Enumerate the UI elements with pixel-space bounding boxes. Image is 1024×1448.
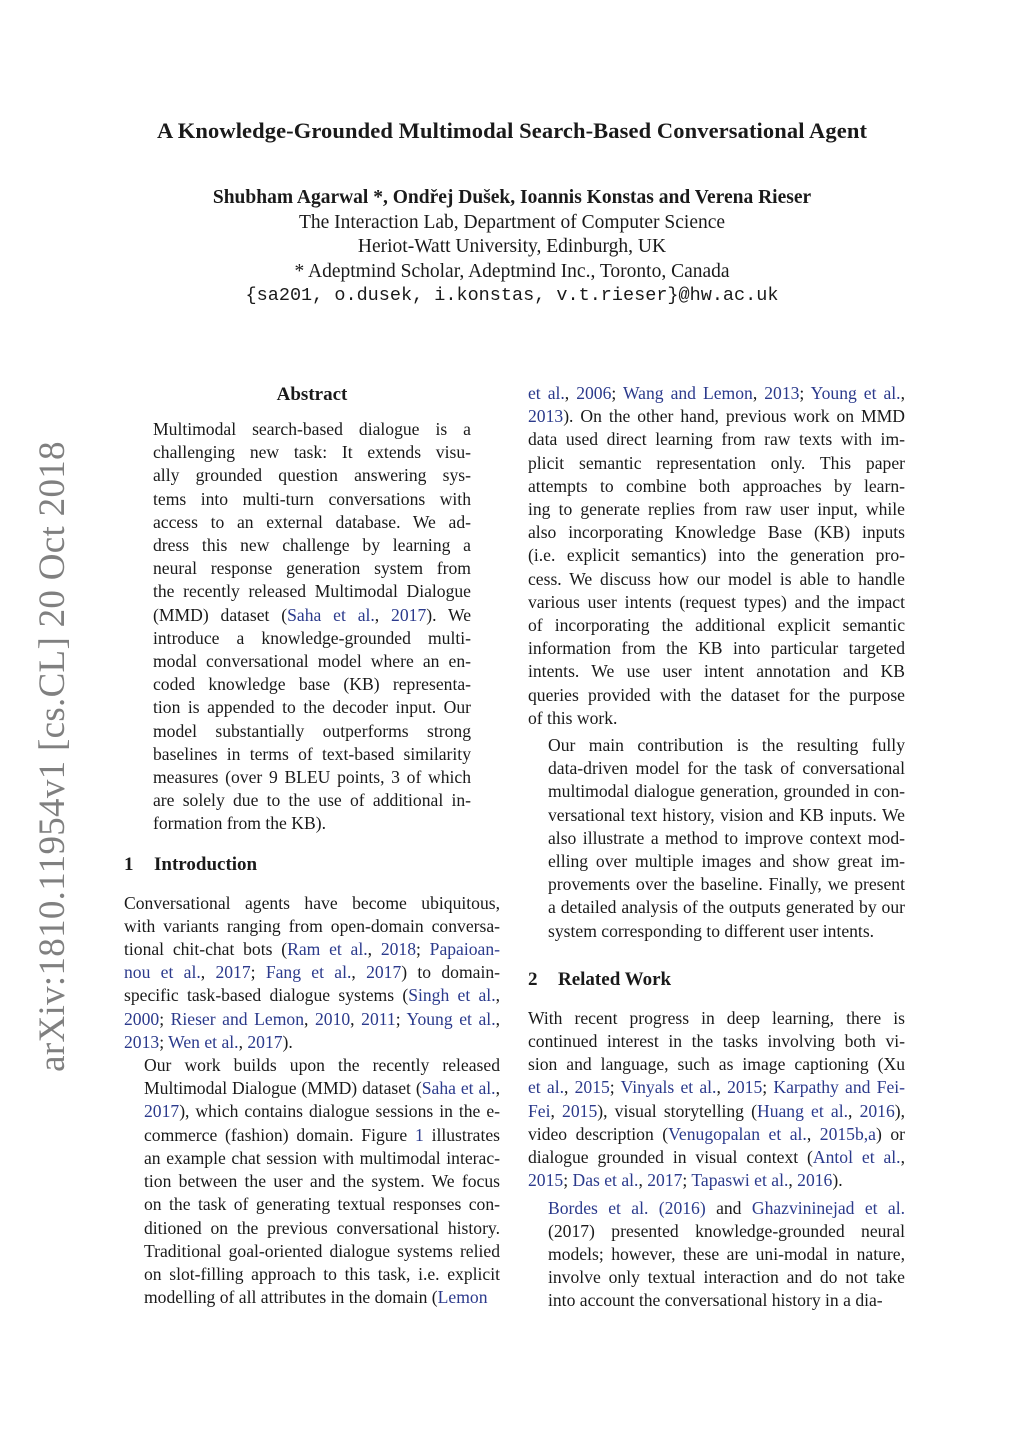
text-line: intents. We use user intent annotation and KB — [528, 661, 905, 682]
citation-link[interactable]: Huang et al. — [756, 1100, 848, 1121]
citation-link[interactable]: Vinyals et al. — [620, 1077, 717, 1098]
text-line: Our main contribution is the resulting fully — [548, 735, 905, 756]
text-line: the recently released Multimodal Dialogue — [153, 581, 471, 602]
citation-link[interactable]: Papaioan- — [429, 939, 501, 960]
text-line: Conversational agents have become ubiquitous, — [124, 892, 500, 913]
text-line: Multimodal Dialogue (MMD) dataset (Saha et al., — [144, 1078, 500, 1099]
text-line: Bordes et al. (2016) and Ghazvininejad et al. — [548, 1197, 906, 1218]
citation-link[interactable]: 2006 — [576, 383, 612, 403]
text-line: with variants ranging from open-domain conversa- — [124, 915, 500, 936]
citation-link[interactable]: 2013 — [528, 406, 564, 427]
text-line: ditioned on the previous conversational history. — [144, 1217, 500, 1238]
related-paragraph-1 — [528, 1007, 905, 1193]
text-line: system corresponding to different user intents. — [548, 920, 875, 941]
section-2-title: Related Work — [558, 968, 672, 990]
text-line: of this work. — [528, 707, 618, 728]
text-line: attempts to combine both approaches by learn- — [528, 475, 905, 496]
text-line: tion is appended to the decoder input. Our — [153, 697, 471, 718]
citation-link[interactable]: Antol et al. — [812, 1147, 901, 1168]
text-line: multimodal dialogue generation, grounded in con- — [548, 781, 905, 802]
text-line: versational text history, vision and KB inputs. We — [548, 804, 905, 825]
citation-link[interactable]: 1 — [415, 1124, 424, 1145]
related-paragraph-2 — [528, 1197, 905, 1313]
citation-link[interactable]: Singh et al. — [408, 985, 496, 1006]
text-line: queries provided with the dataset for the purpose — [528, 684, 905, 705]
text-line: measures (over 9 BLEU points, 3 of which — [153, 767, 471, 788]
text-line: models; however, these are uni-modal in nature, — [548, 1243, 905, 1264]
citation-link[interactable]: Rieser and Lemon — [170, 1008, 304, 1029]
text-line: (i.e. explicit semantics) into the generation pro- — [528, 545, 905, 566]
citation-link[interactable]: 2015 — [528, 1170, 564, 1191]
text-line: Our work builds upon the recently released — [144, 1055, 500, 1076]
text-line: 2000; Rieser and Lemon, 2010, 2011; Young et al., — [124, 1008, 500, 1029]
intro-paragraph-3 — [528, 382, 905, 730]
citation-link[interactable]: Young et al. — [406, 1008, 496, 1029]
text-line: introduce a knowledge-grounded multi- — [153, 627, 471, 648]
text-line: 2013; Wen et al., 2017). — [124, 1031, 293, 1052]
citation-link[interactable]: nou et al. — [124, 962, 201, 983]
citation-link[interactable]: 2017 — [247, 1031, 283, 1052]
citation-link[interactable]: 2017 — [647, 1170, 683, 1191]
text-line: a detailed analysis of the outputs generated by our — [548, 897, 905, 918]
text-line: dress this new challenge by learning a — [153, 535, 471, 556]
citation-link[interactable]: (2016) — [658, 1197, 706, 1218]
paper-title: A Knowledge-Grounded Multimodal Search-Based Conversational Agent — [156, 118, 868, 143]
affiliation-3: * Adeptmind Scholar, Adeptmind Inc., Toronto, Canada — [294, 260, 730, 282]
text-line: dialogue grounded in visual context (Antol et al., — [528, 1147, 905, 1168]
section-1-number: 1 — [124, 853, 134, 875]
citation-link[interactable]: 2017 — [366, 962, 402, 983]
text-line: elling over multiple images and show great im- — [548, 851, 905, 872]
citation-link[interactable]: Fei — [528, 1100, 551, 1121]
text-line: et al., 2015; Vinyals et al., 2015; Karpathy and Fei- — [528, 1077, 905, 1098]
intro-paragraph-2 — [124, 1054, 500, 1309]
affiliation-1: The Interaction Lab, Department of Computer Science — [298, 211, 726, 233]
text-line: video description (Venugopalan et al., 2015b,a) or — [528, 1123, 905, 1144]
affiliation-2: Heriot-Watt University, Edinburgh, UK — [357, 236, 667, 257]
text-line: ally grounded question answering sys- — [153, 465, 471, 486]
citation-link[interactable]: 2011 — [361, 1008, 396, 1029]
citation-link[interactable]: 2018 — [380, 939, 416, 960]
citation-link[interactable]: Wen et al. — [168, 1031, 239, 1052]
citation-link[interactable]: Bordes et al. — [548, 1197, 649, 1218]
section-2-heading — [528, 967, 905, 993]
citation-link[interactable]: 2010 — [314, 1008, 351, 1029]
text-line: on the task of generating textual responses con- — [144, 1194, 500, 1215]
text-line: tems into multi-turn conversations with — [153, 488, 471, 509]
text-line: also incorporating Knowledge Base (KB) inputs — [528, 522, 905, 543]
text-line: nou et al., 2017; Fang et al., 2017) to domain- — [124, 962, 501, 983]
left-column — [124, 382, 500, 1309]
abstract-body — [153, 418, 471, 836]
text-line: commerce (fashion) domain. Figure 1 illustrates — [144, 1124, 500, 1145]
text-line: modal conversational model where an en- — [153, 651, 471, 672]
arxiv-stamp-text: arXiv:1810.11954v1 [cs.CL] 20 Oct 2018 — [31, 440, 73, 1072]
section-2-number: 2 — [528, 968, 538, 990]
text-line: also illustrate a method to improve context mod- — [548, 827, 905, 848]
citation-link[interactable]: 2017 — [144, 1101, 180, 1122]
author-names: Shubham Agarwal *, Ondřej Dušek, Ioannis Konstas and Verena Rieser — [212, 187, 812, 208]
citation-link[interactable]: Das et al. — [572, 1170, 639, 1191]
text-line: 2017), which contains dialogue sessions in the e- — [144, 1101, 500, 1122]
text-line: continued interest in the tasks involving both vi- — [528, 1031, 905, 1052]
text-line: information from the KB into particular targeted — [528, 638, 905, 659]
text-line: cess. We discuss how our model is able to handle — [528, 568, 905, 589]
text-line: Multimodal search-based dialogue is a — [153, 419, 471, 439]
text-line: (2017) presented knowledge-grounded neural — [548, 1220, 905, 1241]
citation-link[interactable]: Saha et al. — [287, 604, 375, 625]
citation-link[interactable]: Wang and Lemon — [622, 383, 753, 403]
text-line: baselines in terms of text-based similarity — [153, 743, 471, 764]
text-line: data used direct learning from raw texts with im- — [528, 429, 905, 450]
citation-link[interactable]: 2016 — [797, 1170, 833, 1191]
citation-link[interactable]: 2015b,a — [819, 1123, 876, 1144]
text-line: provements over the baseline. Finally, we present — [548, 874, 905, 895]
intro-paragraph-4 — [528, 734, 905, 943]
text-line: With recent progress in deep learning, there is — [528, 1007, 905, 1028]
text-line: et al., 2006; Wang and Lemon, 2013; Young et al., — [528, 383, 905, 403]
text-line: formation from the KB). — [153, 813, 326, 834]
citation-link[interactable]: Tapaswi et al. — [691, 1170, 789, 1191]
citation-link[interactable]: Lemon — [437, 1287, 488, 1308]
citation-link[interactable]: 2015 — [727, 1077, 763, 1098]
text-line: on slot-filling approach to this task, i.e. explicit — [144, 1263, 500, 1284]
citation-link[interactable]: 2015 — [562, 1100, 598, 1121]
citation-link[interactable]: 2013 — [124, 1031, 160, 1052]
text-line: tional chit-chat bots (Ram et al., 2018; Papaioan- — [124, 939, 501, 960]
abstract-heading: Abstract — [276, 384, 348, 405]
text-line: involve only textual interaction and do not take — [548, 1267, 905, 1288]
intro-paragraph-1 — [124, 892, 500, 1054]
text-line: Traditional goal-oriented dialogue systems relied — [144, 1240, 500, 1261]
citation-link[interactable]: Fang et al. — [265, 962, 352, 983]
text-line: model substantially outperforms strong — [153, 720, 471, 741]
citation-link[interactable]: Karpathy and Fei- — [773, 1077, 905, 1098]
citation-link[interactable]: et al. — [528, 1077, 564, 1098]
text-line: tion between the user and the system. We focus — [144, 1171, 500, 1192]
citation-link[interactable]: 2013 — [764, 383, 800, 403]
text-line: specific task-based dialogue systems (Singh et al., — [124, 985, 501, 1006]
text-line: sion and language, such as image captioning (Xu — [528, 1054, 905, 1075]
author-block — [0, 186, 1024, 309]
citation-link[interactable]: Saha et al. — [421, 1078, 496, 1099]
text-line: access to an external database. We ad- — [153, 511, 471, 532]
text-line: various user intents (request types) and the impact — [528, 591, 905, 612]
citation-link[interactable]: Young et al. — [810, 383, 901, 403]
citation-link[interactable]: 2015 — [574, 1077, 610, 1098]
text-line: Fei, 2015), visual storytelling (Huang et al., 2016), — [528, 1100, 906, 1121]
citation-link[interactable]: 2016 — [859, 1100, 895, 1121]
citation-link[interactable]: Venugopalan et al. — [668, 1123, 807, 1144]
text-line: into account the conversational history in a dia- — [548, 1290, 883, 1311]
text-line: neural response generation system from — [153, 558, 471, 579]
text-line: are solely due to the use of additional in- — [153, 790, 471, 811]
text-line: plicit semantic representation only. This paper — [528, 452, 905, 473]
text-line: 2013). On the other hand, previous work on MMD — [528, 406, 905, 427]
section-1-heading — [124, 852, 500, 878]
text-line: (MMD) dataset (Saha et al., 2017). We — [153, 604, 472, 625]
section-1-title: Introduction — [154, 853, 258, 875]
right-column — [528, 382, 905, 1313]
text-line: modelling of all attributes in the domain (Lemon — [144, 1287, 488, 1308]
text-line: ing to generate replies from raw user input, while — [528, 499, 905, 520]
text-line: of incorporating the additional explicit semantic — [528, 615, 905, 636]
text-line: coded knowledge base (KB) representa- — [153, 674, 471, 695]
citation-link[interactable]: 2017 — [215, 962, 251, 983]
citation-link[interactable]: Ram et al. — [287, 939, 368, 960]
citation-link[interactable]: 2017 — [391, 604, 427, 625]
text-line: data-driven model for the task of conversational — [548, 758, 905, 779]
citation-link[interactable]: et al. — [528, 383, 565, 403]
author-emails: {sa201, o.dusek, i.konstas, v.t.rieser}@hw.ac.uk — [245, 285, 779, 306]
arxiv-stamp — [18, 440, 86, 1072]
citation-link[interactable]: 2000 — [124, 1008, 160, 1029]
text-line: 2015; Das et al., 2017; Tapaswi et al., 2016). — [528, 1170, 843, 1191]
text-line: challenging new task: It extends visu- — [153, 442, 471, 463]
text-line: an example chat session with multimodal interac- — [144, 1147, 500, 1168]
citation-link[interactable]: Ghazvininejad et al. — [751, 1197, 906, 1218]
